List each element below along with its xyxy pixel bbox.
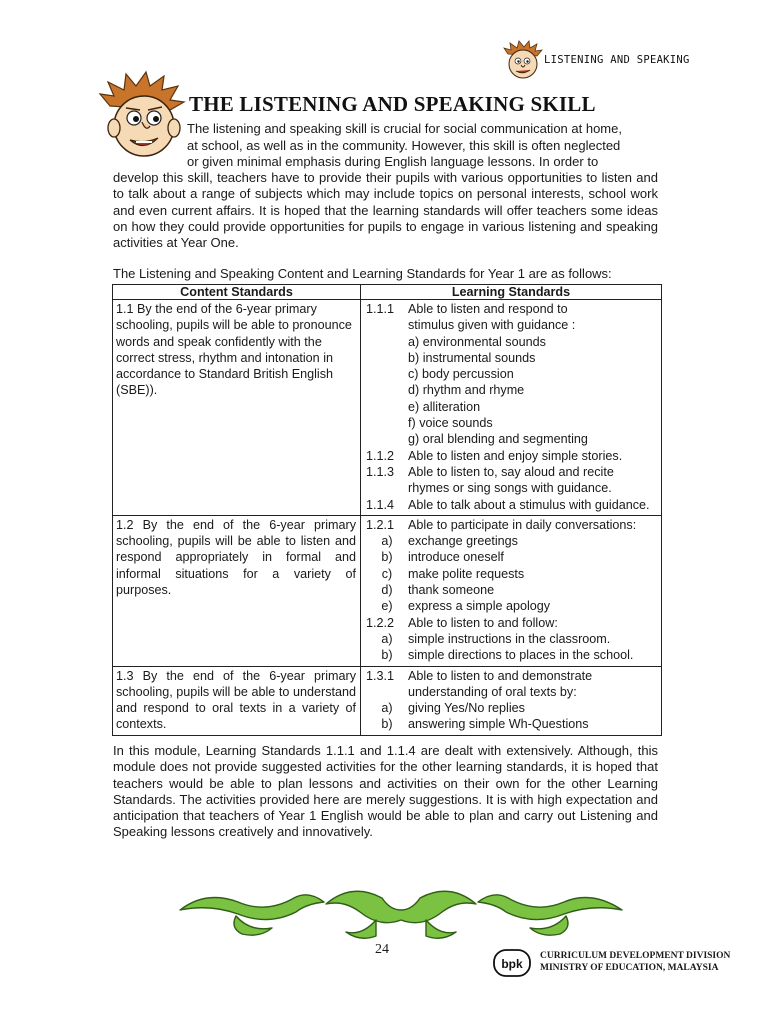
column-header-content-standards: Content Standards bbox=[113, 285, 361, 300]
table-row bbox=[113, 300, 662, 516]
footer-org-line: MINISTRY OF EDUCATION, MALAYSIA bbox=[540, 963, 719, 973]
page-title: THE LISTENING AND SPEAKING SKILL bbox=[189, 92, 596, 116]
learning-standard-item: a) environmental sounds bbox=[408, 334, 546, 349]
svg-text:bpk: bpk bbox=[501, 957, 523, 971]
learning-standard-item: b) simple directions to places in the school. bbox=[381, 648, 634, 663]
learning-standard-item: stimulus given with guidance : bbox=[408, 318, 576, 333]
running-header bbox=[500, 40, 710, 82]
learning-standard-item: a) simple instructions in the classroom. bbox=[381, 631, 611, 646]
learning-standard-item: 1.2.2 Able to listen to and follow: bbox=[366, 615, 558, 630]
table-caption: The Listening and Speaking Content and Learning Standards for Year 1 are as follows: bbox=[113, 266, 612, 281]
learning-standard-cell bbox=[361, 666, 662, 735]
learning-standard-item: g) oral blending and segmenting bbox=[408, 432, 588, 447]
learning-standard-item: b) answering simple Wh-Questions bbox=[381, 717, 589, 732]
learning-standard-cell bbox=[361, 300, 662, 516]
learning-standard-item: e) express a simple apology bbox=[381, 599, 551, 614]
bpk-logo-icon bbox=[492, 948, 532, 978]
page-number: 24 bbox=[375, 942, 389, 957]
learning-standard-item: understanding of oral texts by: bbox=[408, 684, 577, 699]
learning-standard-item: 1.1.2 Able to listen and enjoy simple stories. bbox=[366, 448, 623, 463]
table-header-row bbox=[113, 285, 662, 300]
learning-standard-item: e) alliteration bbox=[408, 399, 481, 414]
table-row bbox=[113, 515, 662, 666]
column-header-learning-standards: Learning Standards bbox=[361, 285, 662, 300]
learning-standard-item: d) rhythm and rhyme bbox=[408, 383, 525, 398]
learning-standard-item: c) make polite requests bbox=[381, 566, 525, 581]
learning-standard-item: a) giving Yes/No replies bbox=[381, 701, 525, 716]
learning-standard-item: 1.2.1 Able to participate in daily conversations: bbox=[366, 517, 637, 532]
learning-standard-item: 1.1.4 Able to talk about a stimulus with guidance. bbox=[366, 497, 650, 512]
intro-line: The listening and speaking skill is crucial for social communication at home, bbox=[187, 121, 622, 136]
intro-paragraph: develop this skill, teachers have to provide their pupils with various opportunities to listen and to talk about a range of subjects which may include topics on personal interests, school work and even current affairs. It is hoped that the learning standards will offer teachers some ideas on how they could provide opportunities for pupils to engage in various listening and speaking activities at Year One. bbox=[113, 170, 658, 251]
learning-standard-cell bbox=[361, 515, 662, 666]
learning-standard-item: c) body percussion bbox=[408, 367, 514, 382]
content-standard-cell: 1.3 By the end of the 6-year primary schooling, pupils will be able to understand and respond to oral texts in a variety of contexts. bbox=[113, 666, 361, 735]
learning-standard-item: d) thank someone bbox=[381, 583, 495, 598]
content-standard-cell: 1.1 By the end of the 6-year primary schooling, pupils will be able to pronounce words and speak confidently with the correct stress, rhythm and intonation in accordance to Standard British English (SBE)). bbox=[113, 300, 361, 516]
closing-paragraph: In this module, Learning Standards 1.1.1 and 1.1.4 are dealt with extensively. Although, this module does not provide suggested activities for the other learning standards, it is hoped that teachers would be able to plan lessons and activities on their own for the other Learning Standards. The activities provided here are merely suggestions. It is with high expectation and anticipation that teachers of Year 1 English would be able to plan and carry out Listening and Speaking lessons creatively and innovatively. bbox=[113, 743, 658, 840]
table-row bbox=[113, 666, 662, 735]
intro-paragraph-lead bbox=[187, 121, 657, 171]
running-title: LISTENING AND SPEAKING bbox=[544, 54, 690, 66]
footer-organization bbox=[540, 950, 730, 974]
intro-line: at school, as well as in the community. However, this skill is often neglected bbox=[187, 137, 621, 153]
learning-standard-item: f) voice sounds bbox=[408, 416, 493, 431]
learning-standard-item: b) introduce oneself bbox=[381, 550, 504, 565]
content-standard-cell: 1.2 By the end of the 6-year primary schooling, pupils will be able to listen and respond appropriately in formal and informal situations for a variety of purposes. bbox=[113, 515, 361, 666]
learning-standard-item: a) exchange greetings bbox=[381, 534, 518, 549]
learning-standard-item: 1.3.1 Able to listen to and demonstrate bbox=[366, 668, 593, 683]
learning-standard-item: rhymes or sing songs with guidance. bbox=[408, 481, 612, 496]
learning-standard-item: b) instrumental sounds bbox=[408, 350, 536, 365]
standards-table bbox=[112, 284, 662, 736]
intro-line: or given minimal emphasis during English language lessons. In order to bbox=[187, 154, 599, 169]
learning-standard-item: 1.1.1 Able to listen and respond to bbox=[366, 302, 568, 316]
footer-org-line: CURRICULUM DEVELOPMENT DIVISION bbox=[540, 951, 731, 961]
cartoon-boy-face-illustration bbox=[96, 70, 192, 166]
vine-scroll-ornament-icon bbox=[176, 876, 626, 944]
learning-standard-item: 1.1.3 Able to listen to, say aloud and recite bbox=[366, 464, 614, 479]
cartoon-boy-face-icon bbox=[500, 40, 546, 82]
